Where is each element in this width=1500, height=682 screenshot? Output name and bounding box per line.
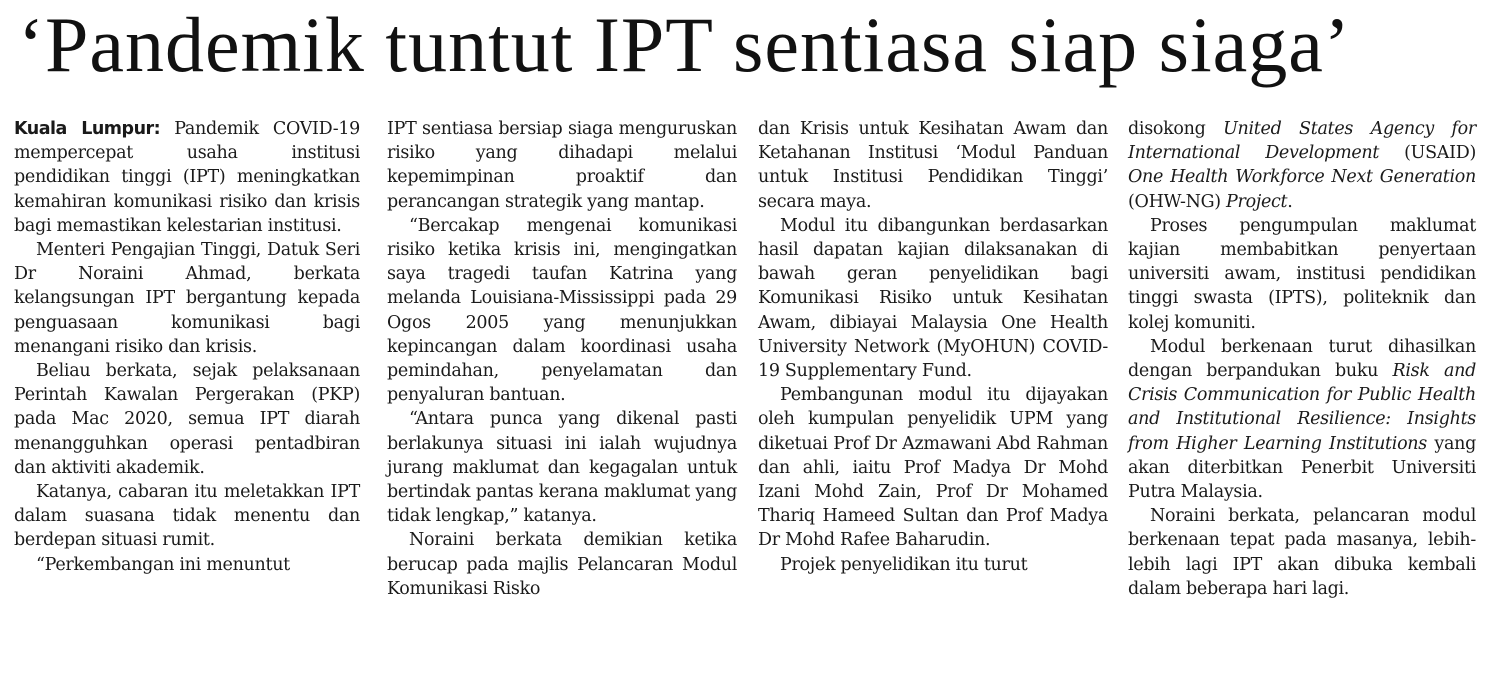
column-2 xyxy=(387,117,737,601)
paragraph-text: Modul berkenaan turut dihasilkan dengan berpandukan buku xyxy=(1128,336,1476,382)
paragraph: Noraini berkata demikian ketika berucap pada majlis Pelancaran Modul Komunikasi Risko xyxy=(387,530,737,599)
project-word: Project xyxy=(1226,191,1288,212)
paragraph: “Antara punca yang dikenal pasti berlakunya situasi ini ialah wujudnya jurang maklumat dan kegagalan untuk bertindak pantas kerana maklumat yang tidak lengkap,” katanya. xyxy=(387,409,737,527)
paragraph: IPT sentiasa bersiap siaga menguruskan risiko yang dihadapi melalui kepemimpinan proaktif dan perancangan strategik yang mantap. xyxy=(387,119,737,212)
paragraph: Noraini berkata, pelancaran modul berkenaan tepat pada masanya, lebih-lebih lagi IPT akan dibuka kembali dalam beberapa hari lagi. xyxy=(1128,506,1476,599)
paragraph: Projek penyelidikan itu turut xyxy=(780,554,1028,575)
paragraph-text: Pandemik COVID-19 mempercepat usaha institusi pendidikan tinggi (IPT) meningkatkan kemahiran komunikasi risiko dan krisis bagi memastikan kelestarian institusi. xyxy=(14,119,361,236)
paragraph-text: (OHW-NG) xyxy=(1128,191,1227,212)
column-1 xyxy=(14,117,360,577)
paragraph: Katanya, cabaran itu meletakkan IPT dalam suasana tidak menentu dan berdepan situasi rumit. xyxy=(14,482,360,551)
dateline: Kuala Lumpur: xyxy=(14,119,161,139)
paragraph xyxy=(14,117,360,238)
paragraph: Modul itu dibangunkan berdasarkan hasil dapatan kajian dilaksanakan di bawah geran penyelidikan bagi Komunikasi Risiko untuk Kesihatan Awam, dibiayai Malaysia One Health University Network (MyOHUN) COVID-19 Supplementary Fund. xyxy=(758,215,1108,382)
paragraph xyxy=(1128,335,1476,504)
paragraph: Proses pengumpulan maklumat kajian membabitkan penyertaan universiti awam, institusi pendidikan tinggi swasta (IPTS), politeknik dan kolej komuniti. xyxy=(1128,215,1476,333)
project-name: One Health Workforce Next Generation xyxy=(1128,167,1476,188)
column-4 xyxy=(1128,117,1476,601)
headline: ‘Pandemik tuntut IPT sentiasa siap siaga’ xyxy=(18,1,1351,88)
paragraph xyxy=(1128,117,1476,214)
book-title: Risk and Crisis Communication for Public Health and Institutional Resilience: Insights from Higher Learning Institutions xyxy=(1128,361,1476,454)
paragraph: Beliau berkata, sejak pelaksanaan Perintah Kawalan Pergerakan (PKP) pada Mac 2020, semua IPT diarah menangguhkan operasi pentadbiran dan aktiviti akademik. xyxy=(14,361,360,478)
paragraph: Menteri Pengajian Tinggi, Datuk Seri Dr Noraini Ahmad, berkata kelangsungan IPT bergantung kepada penguasaan komunikasi bagi menangani risiko dan krisis. xyxy=(14,240,360,357)
article-body xyxy=(0,117,1500,677)
paragraph-text: (USAID) xyxy=(1379,143,1476,164)
paragraph: dan Krisis untuk Kesihatan Awam dan Ketahanan Institusi ‘Modul Panduan untuk Institusi Pendidikan Tinggi’ secara maya. xyxy=(758,119,1108,212)
column-3 xyxy=(758,117,1108,577)
agency-name: United States Agency for International Development xyxy=(1128,119,1476,164)
paragraph-text: . xyxy=(1287,191,1293,212)
paragraph-text: disokong xyxy=(1128,119,1224,139)
paragraph: “Bercakap mengenai komunikasi risiko ketika krisis ini, mengingatkan saya tragedi taufan Katrina yang melanda Louisiana-Mississippi pada 29 Ogos 2005 yang menunjukkan kepincangan dalam koordinasi usaha pemindahan, penyelamatan dan penyaluran bantuan. xyxy=(387,215,737,406)
paragraph: Pembangunan modul itu dijayakan oleh kumpulan penyelidik UPM yang diketuai Prof Dr Azmawani Abd Rahman dan ahli, iaitu Prof Madya Dr Mohd Izani Mohd Zain, Prof Dr Mohamed Thariq Hameed Sultan dan Prof Madya Dr Mohd Rafee Baharudin. xyxy=(758,385,1108,551)
paragraph-text: yang akan diterbitkan Penerbit Universiti Putra Malaysia. xyxy=(1128,433,1476,503)
paragraph: “Perkembangan ini menuntut xyxy=(36,554,290,575)
